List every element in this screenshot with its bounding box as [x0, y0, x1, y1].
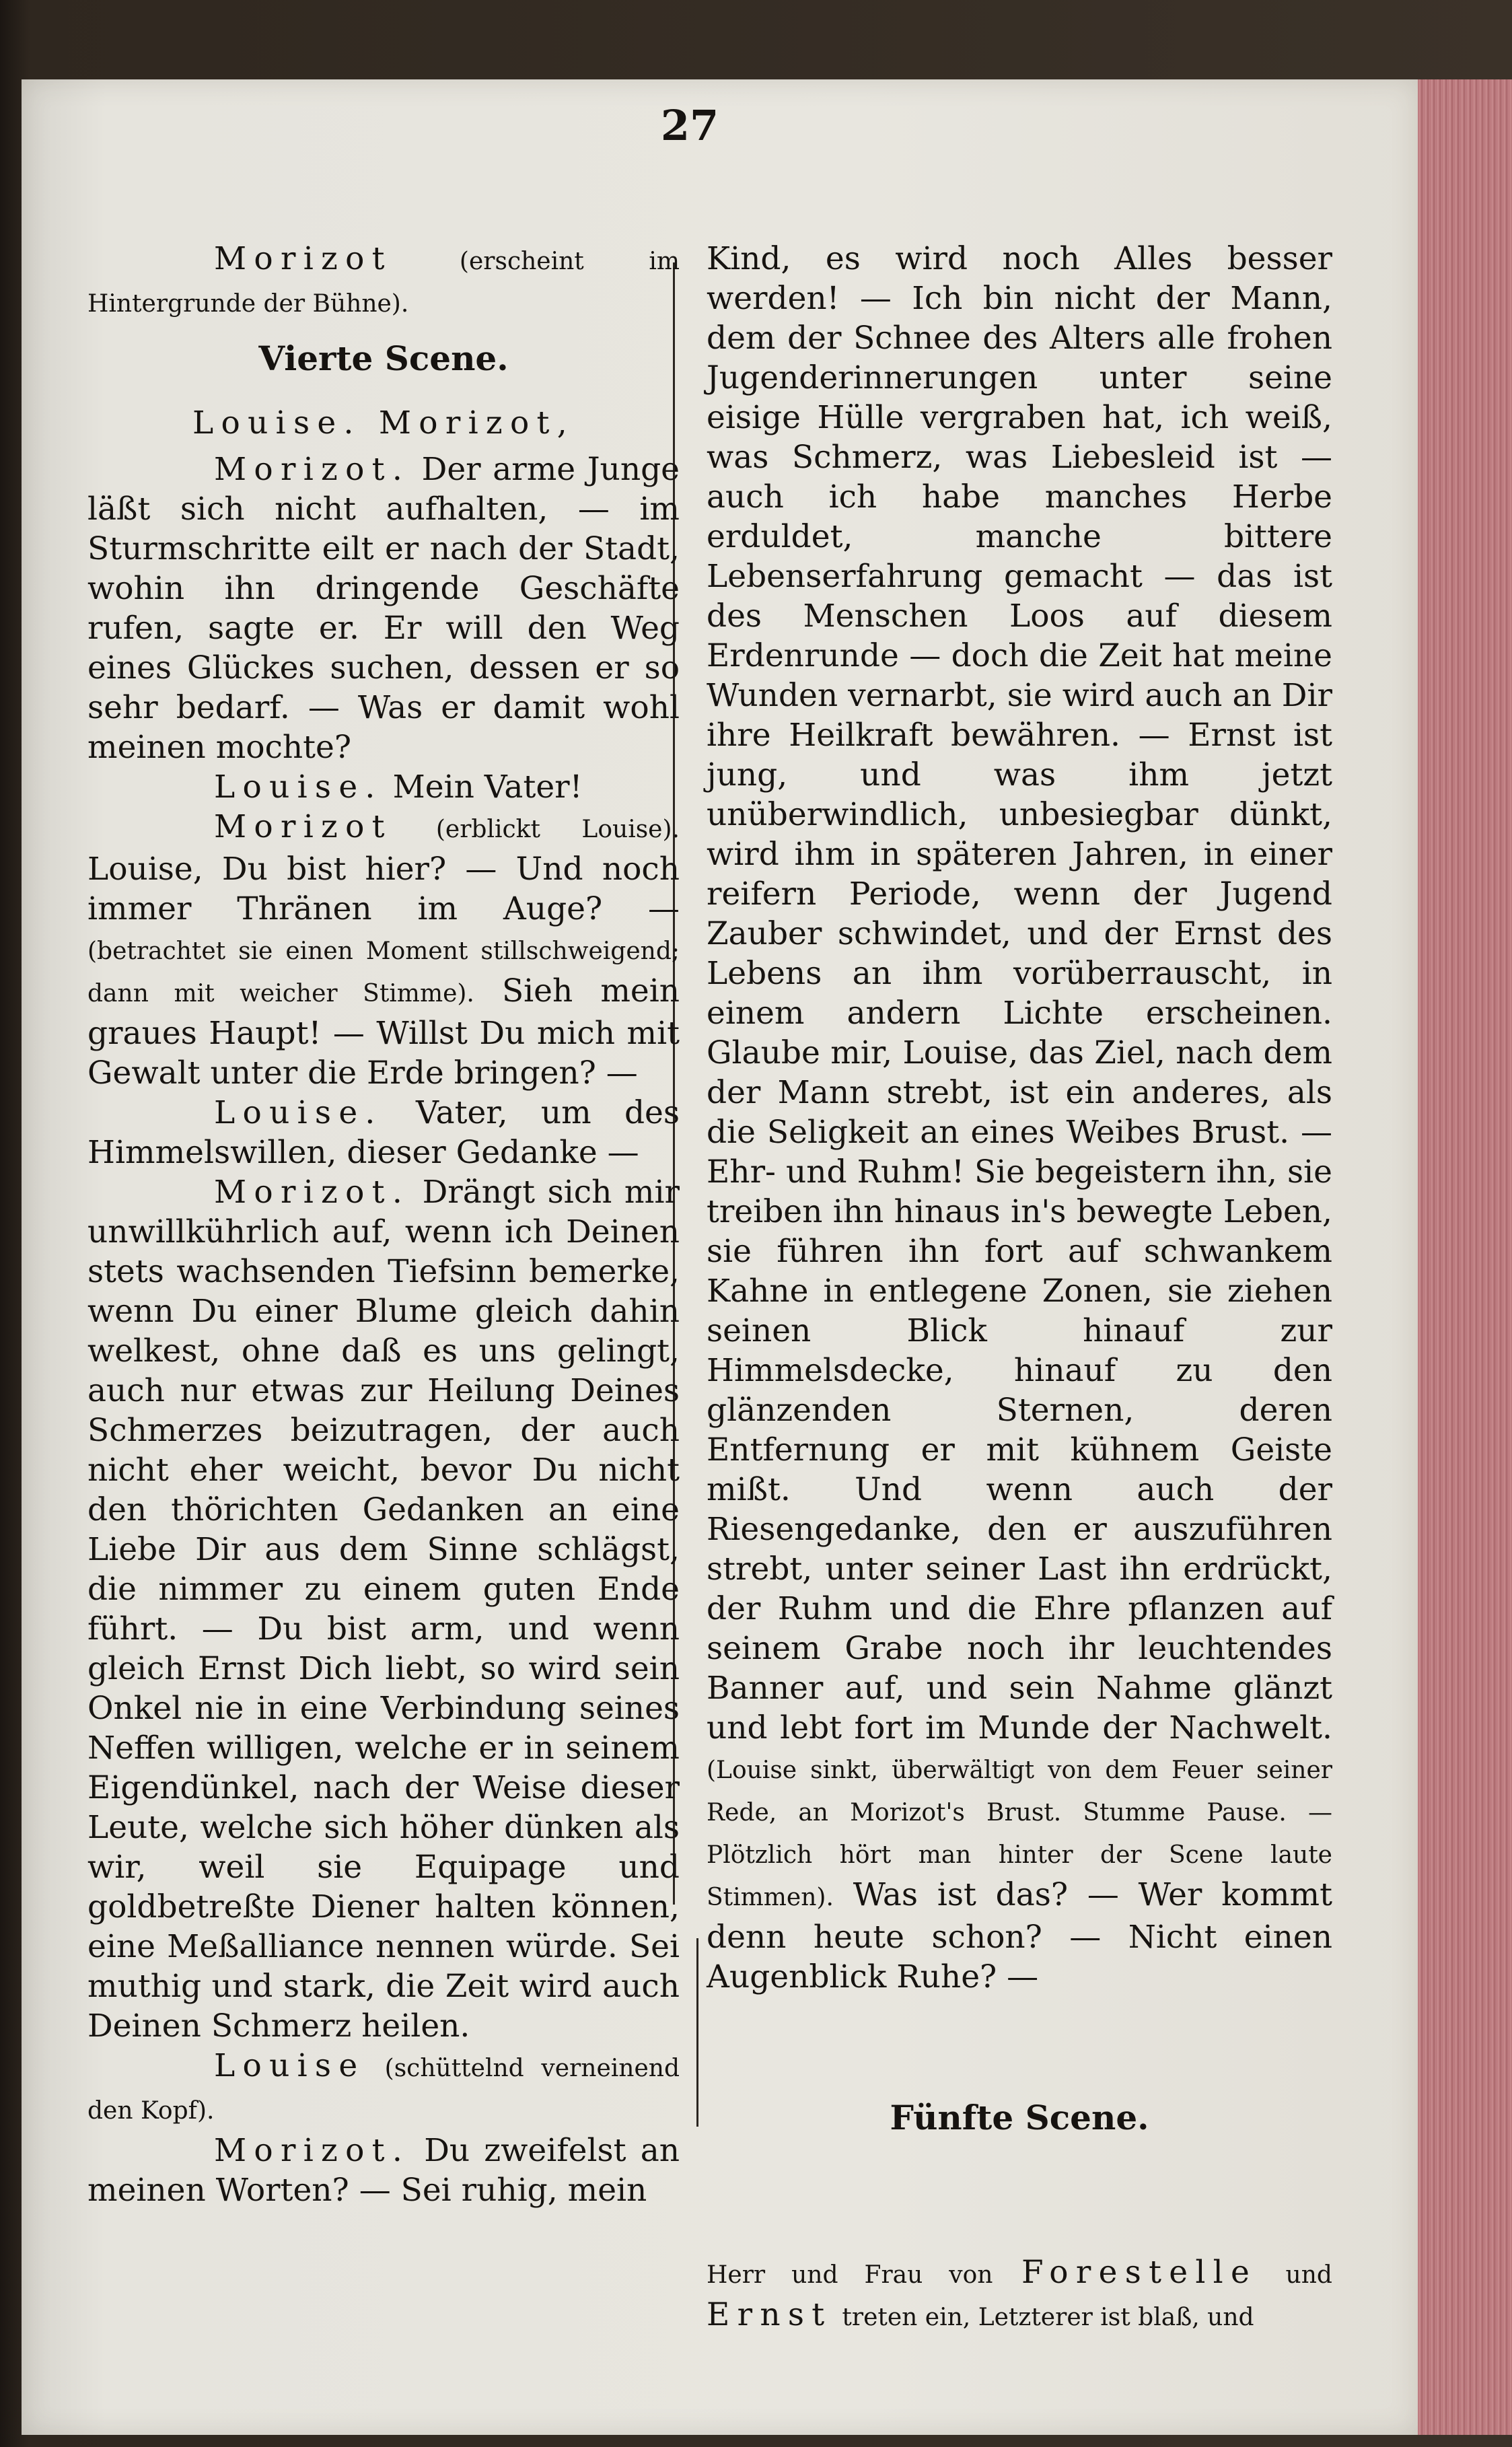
paragraph-morizot-enters — [87, 239, 680, 324]
dialogue-text: Der arme Junge läßt sich nicht aufhalten, — im Sturmschritte eilt er nach der Stadt, wohin ihn dringende Geschäfte rufen, sagte er. Er will den Weg eines Glückes suchen, dessen er so sehr bedarf. — Was er damit wohl meinen mochte? — [87, 451, 680, 766]
character-name: Forestelle — [1021, 2254, 1258, 2291]
dialogue-text: Du zweifelst an meinen Worten? — Sei ruhig, mein — [87, 2132, 680, 2209]
dialogue-text: Was ist das? — Wer kommt denn heute schon? — Nicht einen Augenblick Ruhe? — — [707, 1876, 1332, 1995]
speaker-name: Morizot — [214, 808, 392, 845]
speaker-name: Morizot. — [214, 1174, 410, 1211]
scene-persons: Louise. Morizot, — [192, 404, 575, 441]
stage-direction: (erblickt Louise). — [435, 816, 680, 843]
stage-direction: (betrachtet sie einen Moment stillschweigend; dann mit weicher Stimme). — [87, 937, 680, 1007]
stage-direction: und — [1285, 2261, 1332, 2289]
stage-direction: (Louise sinkt, überwältigt von dem Feuer seiner Rede, an Morizot's Brust. Stumme Pause. — Plötzlich hört man hinter der Scene laute Stimmen). — [707, 1757, 1332, 1911]
scene-heading-vierte: Vierte Scene. — [258, 339, 509, 378]
speaker-name: Morizot — [214, 240, 392, 277]
dialogue-text: Vater, um des Himmelswillen, dieser Gedanke — — [87, 1094, 680, 1171]
paragraph-morizot-continued — [707, 239, 1332, 1997]
dialogue-text: Mein Vater! — [392, 769, 583, 806]
scene-heading-fuenfte: Fünfte Scene. — [890, 2098, 1149, 2137]
paragraph-louise-2 — [87, 1093, 680, 1172]
page-number: 27 — [660, 101, 719, 150]
speaker-name: Louise — [214, 2047, 365, 2084]
page-edges — [1418, 79, 1512, 2435]
speaker-name: Louise. — [214, 1094, 383, 1131]
stage-direction: (schüttelnd verneinend den Kopf). — [87, 2055, 680, 2125]
paragraph-louise-1 — [87, 767, 680, 807]
speaker-name: Morizot. — [214, 2132, 410, 2169]
speaker-name: Louise. — [214, 769, 383, 806]
left-column — [87, 239, 680, 2210]
stage-direction: Herr und Frau von — [707, 2261, 993, 2289]
character-name: Ernst — [707, 2296, 832, 2333]
stage-direction: (erscheint im Hintergrunde der Bühne). — [87, 248, 680, 318]
dialogue-text: Kind, es wird noch Alles besser werden! — Ich bin nicht der Mann, dem der Schnee des Alters alle frohen Jugenderinnerungen unter seine eisige Hülle vergraben hat, ich weiß, was Schmerz, was Liebesleid ist — auch ich habe manches Herbe erduldet, manche bittere Lebenserfahrung gemacht — das ist des Menschen Loos auf diesem Erdenrunde — doch die Zeit hat meine Wunden vernarbt, sie wird auch an Dir ihre Heilkraft bewähren. — Ernst ist jung, und was ihm jetzt unüberwindlich, unbesiegbar dünkt, wird ihm in späteren Jahren, in einer reifern Periode, wenn der Jugend Zauber schwindet, und der Ernst des Lebens an ihm vorüberrauscht, in einem andern Lichte erscheinen. Glaube mir, Louise, das Ziel, nach dem der Mann strebt, ist ein anderes, als die Seligkeit an eines Weibes Brust. — Ehr- und Ruhm! Sie begeistern ihn, sie treiben ihn hinaus in's bewegte Leben, sie führen ihn fort auf schwankem Kahne in entlegene Zonen, sie ziehen seinen Blick hinauf zur Himmelsdecke, hinauf zu den glänzenden Sternen, deren Entfernung er mit kühnem Geiste mißt. Und wenn auch der Riesengedanke, den er auszuführen strebt, unter seiner Last ihn erdrückt, der Ruhm und die Ehre pflanzen auf seinem Grabe noch ihr leuchtendes Banner auf, und sein Nahme glänzt und lebt fort im Munde der Nachwelt. — [707, 240, 1332, 1746]
paragraph-scene5-direction — [707, 2253, 1332, 2337]
dialogue-text: Sieh mein graues Haupt! — Willst Du mich mit Gewalt unter die Erde bringen? — — [87, 972, 680, 1092]
dialogue-text: Drängt sich mir unwillkührlich auf, wenn ich Deinen stets wachsenden Tiefsinn bemerke, wenn Du einer Blume gleich dahin welkest, ohne daß es uns gelingt, auch nur etwas zur Heilung Deines Schmerzes beizutragen, der auch nicht eher weicht, bevor Du nicht den thörichten Gedanken an eine Liebe Dir aus dem Sinne schlägst, die nimmer zu einem guten Ende führt. — Du bist arm, und wenn gleich Ernst Dich liebt, so wird sein Onkel nie in eine Verbindung seines Neffen willigen, welche er in seinem Eigendünkel, nach der Weise dieser Leute, welche sich höher dünken als wir, weil sie Equipage und goldbetreßte Diener halten können, eine Meßalliance nennen würde. Sei muthig und stark, die Zeit wird auch Deinen Schmerz heilen. — [87, 1174, 680, 2045]
paragraph-morizot-1 — [87, 450, 680, 767]
paragraph-morizot-3 — [87, 1172, 680, 2046]
dialogue-text: Louise, Du bist hier? — Und noch immer Thränen im Auge? — — [87, 851, 680, 927]
right-column — [707, 239, 1332, 2337]
paragraph-louise-3 — [87, 2046, 680, 2131]
speaker-name: Morizot. — [214, 451, 410, 488]
stage-direction: treten ein, Letzterer ist blaß, und — [842, 2304, 1254, 2331]
column-divider-bottom — [696, 1938, 698, 2127]
paragraph-morizot-2 — [87, 807, 680, 1093]
paragraph-morizot-4 — [87, 2131, 680, 2210]
